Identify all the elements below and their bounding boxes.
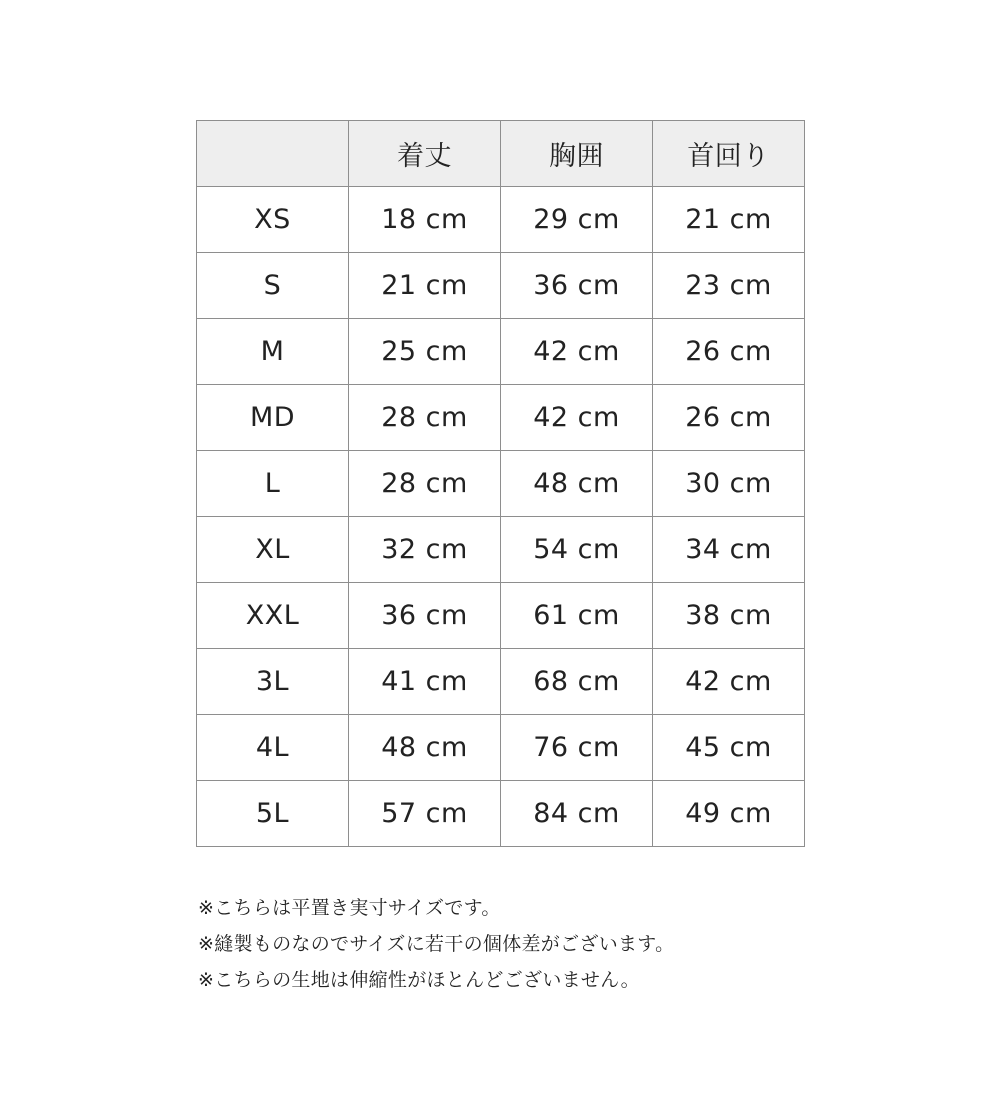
size-label: 3L: [197, 649, 349, 715]
size-label: XS: [197, 187, 349, 253]
length-value: 57 cm: [349, 781, 501, 847]
table-row: [197, 517, 805, 583]
chest-value: 76 cm: [501, 715, 653, 781]
chest-value: 42 cm: [501, 319, 653, 385]
size-chart-table: [196, 120, 805, 847]
size-label: L: [197, 451, 349, 517]
neck-value: 26 cm: [653, 319, 805, 385]
neck-value: 26 cm: [653, 385, 805, 451]
length-value: 36 cm: [349, 583, 501, 649]
neck-value: 38 cm: [653, 583, 805, 649]
neck-value: 34 cm: [653, 517, 805, 583]
header-row: [197, 121, 805, 187]
size-chart-body: [197, 187, 805, 847]
header-length: 着丈: [349, 121, 501, 187]
neck-value: 49 cm: [653, 781, 805, 847]
header-neck: 首回り: [653, 121, 805, 187]
table-row: [197, 319, 805, 385]
length-value: 25 cm: [349, 319, 501, 385]
table-row: [197, 451, 805, 517]
size-label: S: [197, 253, 349, 319]
length-value: 28 cm: [349, 451, 501, 517]
length-value: 41 cm: [349, 649, 501, 715]
chest-value: 29 cm: [501, 187, 653, 253]
size-label: 5L: [197, 781, 349, 847]
note-measurement-method: ※こちらは平置き実寸サイズです。: [198, 897, 501, 919]
length-value: 18 cm: [349, 187, 501, 253]
neck-value: 42 cm: [653, 649, 805, 715]
notes-section: [198, 890, 898, 998]
table-row: [197, 649, 805, 715]
size-chart-header: [197, 121, 805, 187]
table-row: [197, 583, 805, 649]
size-label: XL: [197, 517, 349, 583]
length-value: 32 cm: [349, 517, 501, 583]
table-row: [197, 187, 805, 253]
size-label: 4L: [197, 715, 349, 781]
neck-value: 21 cm: [653, 187, 805, 253]
length-value: 28 cm: [349, 385, 501, 451]
size-label: M: [197, 319, 349, 385]
header-corner-cell: [197, 121, 349, 187]
chest-value: 36 cm: [501, 253, 653, 319]
chest-value: 42 cm: [501, 385, 653, 451]
chest-value: 68 cm: [501, 649, 653, 715]
note-fabric-stretch: ※こちらの生地は伸縮性がほとんどございません。: [198, 969, 640, 991]
neck-value: 23 cm: [653, 253, 805, 319]
size-label: MD: [197, 385, 349, 451]
size-label: XXL: [197, 583, 349, 649]
table-row: [197, 715, 805, 781]
length-value: 21 cm: [349, 253, 501, 319]
chest-value: 48 cm: [501, 451, 653, 517]
length-value: 48 cm: [349, 715, 501, 781]
neck-value: 30 cm: [653, 451, 805, 517]
table-row: [197, 385, 805, 451]
table-row: [197, 781, 805, 847]
chest-value: 84 cm: [501, 781, 653, 847]
table-row: [197, 253, 805, 319]
chest-value: 61 cm: [501, 583, 653, 649]
chest-value: 54 cm: [501, 517, 653, 583]
header-chest: 胸囲: [501, 121, 653, 187]
neck-value: 45 cm: [653, 715, 805, 781]
note-individual-differences: ※縫製ものなのでサイズに若干の個体差がございます。: [198, 933, 675, 955]
